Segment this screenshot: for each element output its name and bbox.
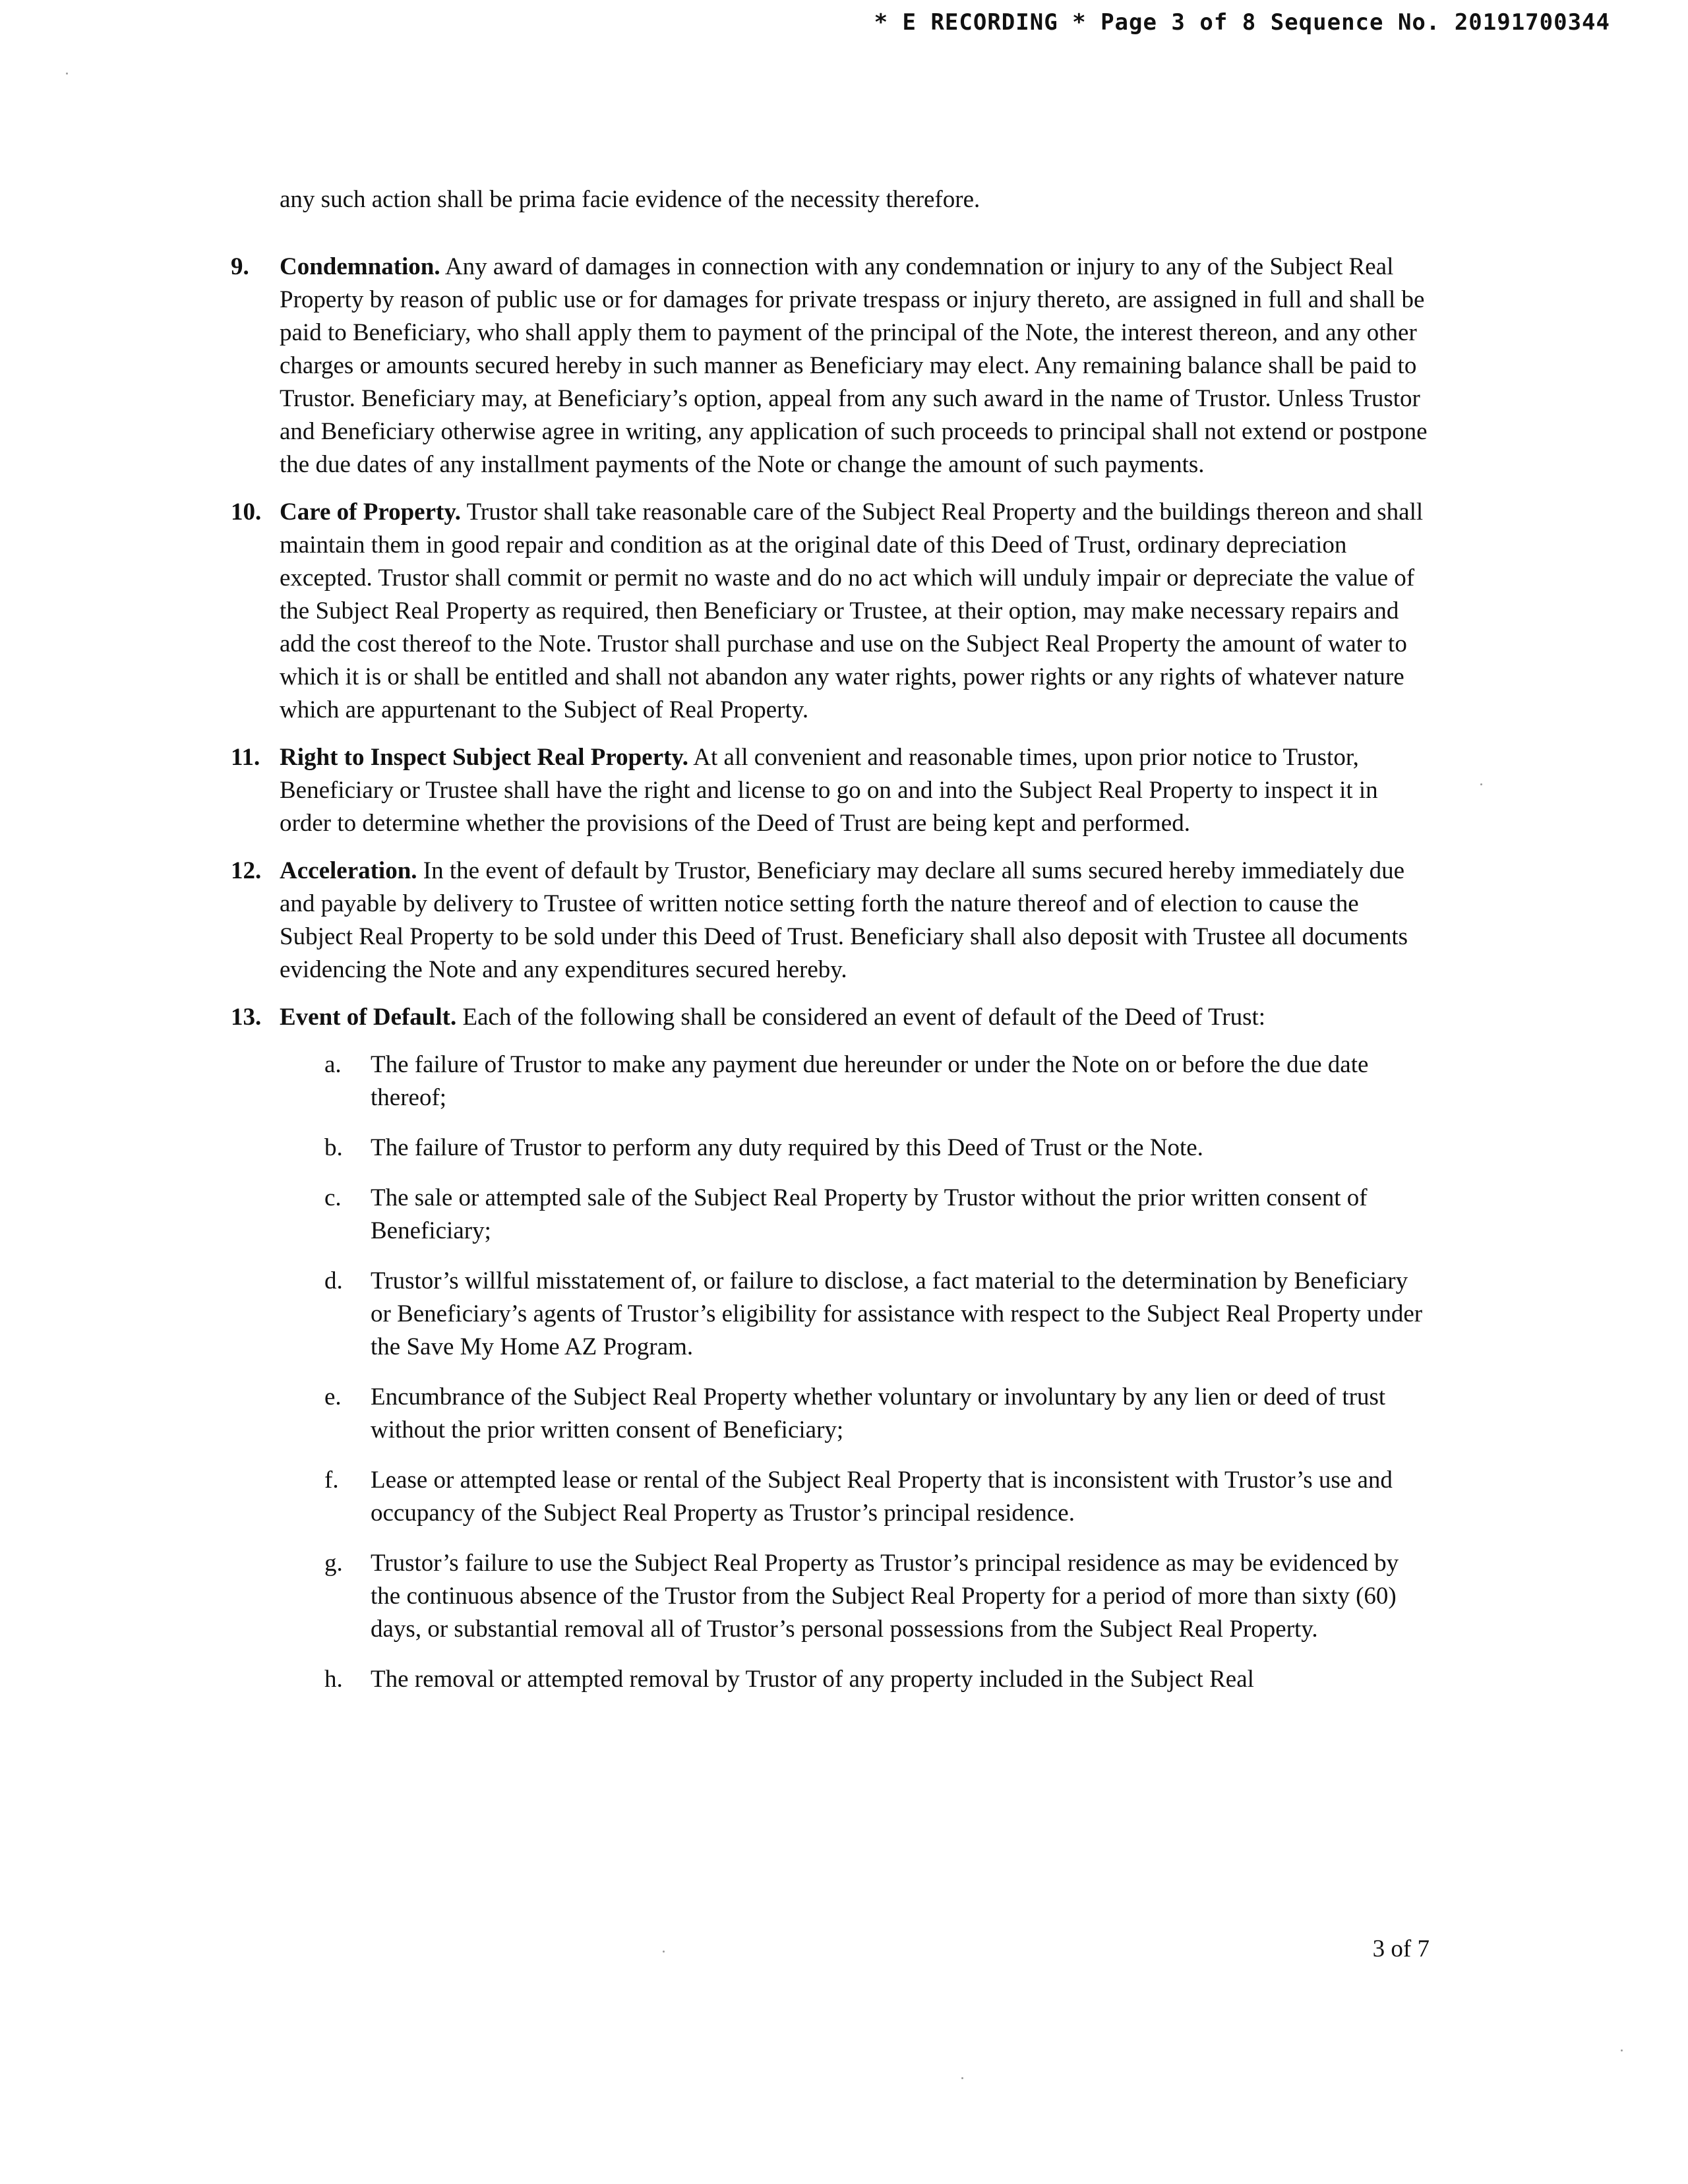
- list-item: [231, 1182, 1431, 1248]
- list-item-letter: e.: [324, 1383, 342, 1410]
- section-number: 10.: [231, 499, 262, 526]
- continuation-paragraph: any such action shall be prima facie evidence of the necessity therefore.: [280, 186, 980, 213]
- list-item-letter: h.: [324, 1666, 343, 1693]
- section-title: Right to Inspect Subject Real Property.: [280, 744, 689, 771]
- list-item: [231, 1663, 1431, 1696]
- list-item: [231, 1132, 1431, 1165]
- section-title: Acceleration.: [280, 857, 417, 884]
- list-item: [231, 1547, 1431, 1646]
- list-item-text: The failure of Trustor to make any payment due hereunder or under the Note on or before the due date thereof;: [371, 1051, 1369, 1111]
- section-number: 11.: [231, 744, 260, 771]
- section-acceleration: [231, 855, 1431, 986]
- scan-speck: [1480, 783, 1482, 785]
- section-number: 9.: [231, 253, 249, 280]
- document-body: [231, 183, 1431, 1713]
- section-text: In the event of default by Trustor, Beneficiary may declare all sums secured hereby immediately due and payable by delivery to Trustee of written notice setting forth the nature thereof and of election to cause the Subject Real Property to be sold under this Deed of Trust. Beneficiary shall also deposit with Trustee all documents evidencing the Note and any expenditures secured hereby.: [280, 857, 1408, 983]
- list-item-letter: a.: [324, 1051, 342, 1078]
- list-item-letter: f.: [324, 1467, 339, 1494]
- section-condemnation: [231, 251, 1431, 481]
- section-text: Any award of damages in connection with any condemnation or injury to any of the Subject Real Property by reason of public use or for damages for private trespass or injury thereto, are assigned in full and shall be paid to Beneficiary, who shall apply them to payment of the principal of the Note, the interest thereon, and any other charges or amounts secured hereby in such manner as Beneficiary may elect. Any remaining balance shall be paid to Trustor. Beneficiary may, at Beneficiary’s option, appeal from any such award in the name of Trustor. Unless Trustor and Beneficiary otherwise agree in writing, any application of such proceeds to principal shall not extend or postpone the due dates of any installment payments of the Note or change the amount of such payments.: [280, 253, 1428, 478]
- section-number: 13.: [231, 1004, 262, 1031]
- list-item-letter: d.: [324, 1267, 343, 1294]
- list-item: [231, 1464, 1431, 1530]
- section-text: At all convenient and reasonable times, upon prior notice to Trustor, Beneficiary or Trustee shall have the right and license to go on and into the Subject Real Property to inspect it in order to determine whether the provisions of the Deed of Trust are being kept and performed.: [280, 744, 1378, 837]
- list-item-text: The failure of Trustor to perform any duty required by this Deed of Trust or the Note.: [371, 1134, 1203, 1161]
- scan-speck: [961, 2077, 963, 2079]
- list-item-text: Trustor’s willful misstatement of, or failure to disclose, a fact material to the determination by Beneficiary or Beneficiary’s agents of Trustor’s eligibility for assistance with respect to the Subject Real Property under the Save My Home AZ Program.: [371, 1267, 1423, 1360]
- list-item-letter: b.: [324, 1134, 343, 1161]
- page-number: 3 of 7: [1372, 1935, 1430, 1962]
- section-text: Each of the following shall be considered an event of default of the Deed of Trust:: [462, 1004, 1266, 1031]
- list-item-text: The removal or attempted removal by Trustor of any property included in the Subject Real: [371, 1666, 1254, 1693]
- scan-speck: [66, 73, 68, 75]
- section-text: Trustor shall take reasonable care of the Subject Real Property and the buildings thereon and shall maintain them in good repair and condition as at the original date of this Deed of Trust, ordinary depreciation excepted. Trustor shall commit or permit no waste and do no act which will unduly impair or depreciate the value of the Subject Real Property as required, then Beneficiary or Trustee, at their option, may make necessary repairs and add the cost thereof to the Note. Trustor shall purchase and use on the Subject Real Property the amount of water to which it is or shall be entitled and shall not abandon any water rights, power rights or any rights of whatever nature which are appurtenant to the Subject of Real Property.: [280, 499, 1424, 723]
- default-events-list: [231, 1048, 1431, 1696]
- section-right-to-inspect: [231, 741, 1431, 840]
- section-title: Condemnation.: [280, 253, 440, 280]
- list-item-text: Encumbrance of the Subject Real Property whether voluntary or involuntary by any lien or deed of trust without the prior written consent of Beneficiary;: [371, 1383, 1386, 1443]
- section-event-of-default: [231, 1001, 1431, 1034]
- list-item-text: Trustor’s failure to use the Subject Real Property as Trustor’s principal residence as may be evidenced by the continuous absence of the Trustor from the Subject Real Property for a period of more than sixty (60) days, or substantial removal all of Trustor’s personal possessions from the Subject Real Property.: [371, 1550, 1399, 1643]
- section-number: 12.: [231, 857, 262, 884]
- list-item-text: Lease or attempted lease or rental of the Subject Real Property that is inconsistent with Trustor’s use and occupancy of the Subject Real Property as Trustor’s principal residence.: [371, 1467, 1393, 1527]
- list-item: [231, 1048, 1431, 1114]
- scan-speck: [663, 1951, 665, 1953]
- list-item-letter: g.: [324, 1550, 343, 1577]
- section-title: Event of Default.: [280, 1004, 457, 1031]
- section-title: Care of Property.: [280, 499, 462, 526]
- list-item-text: The sale or attempted sale of the Subject Real Property by Trustor without the prior written consent of Beneficiary;: [371, 1184, 1368, 1244]
- section-care-of-property: [231, 496, 1431, 727]
- scan-speck: [1621, 2049, 1623, 2051]
- list-item-letter: c.: [324, 1184, 342, 1211]
- recording-header: * E RECORDING * Page 3 of 8 Sequence No. 20191700344: [874, 9, 1610, 36]
- list-item: [231, 1265, 1431, 1364]
- list-item: [231, 1381, 1431, 1447]
